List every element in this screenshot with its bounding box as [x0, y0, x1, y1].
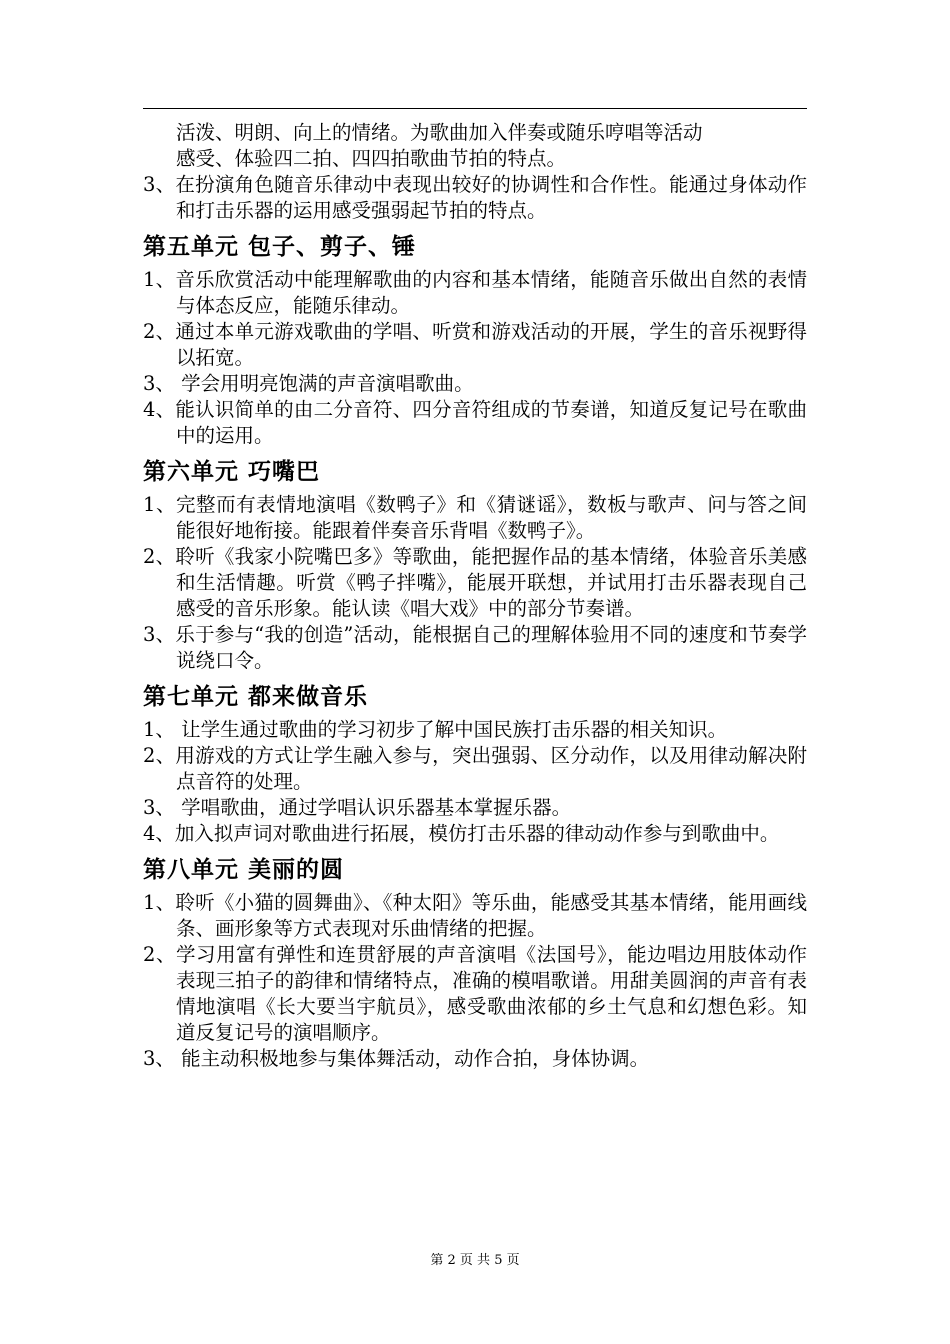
- page-footer: 第 2 页 共 5 页: [430, 1253, 520, 1268]
- list-item: 3、 学唱歌曲，通过学唱认识乐器基本掌握乐器。: [143, 796, 572, 819]
- continuation-line: 活泼、明朗、向上的情绪。为歌曲加入伴奏或随乐哼唱等活动: [176, 121, 703, 144]
- list-item: 3、 能主动积极地参与集体舞活动，动作合拍，身体协调。: [143, 1047, 650, 1070]
- list-item: 3、 学会用明亮饱满的声音演唱歌曲。: [143, 372, 474, 395]
- list-item: 4、能认识简单的由二分音符、四分音符组成的节奏谱，知道反复记号在歌曲中的运用。: [143, 398, 807, 447]
- list-item: 1、聆听《小猫的圆舞曲》、《种太阳》等乐曲，能感受其基本情绪，能用画线条、画形象等方式表现对乐曲情绪的把握。: [143, 891, 807, 940]
- list-item: 2、用游戏的方式让学生融入参与，突出强弱、区分动作，以及用律动解决附点音符的处理。: [143, 744, 807, 793]
- document-body: [143, 120, 807, 1072]
- list-item: 2、通过本单元游戏歌曲的学唱、听赏和游戏活动的开展，学生的音乐视野得以拓宽。: [143, 320, 807, 369]
- list-item: 2、聆听《我家小院嘴巴多》等歌曲，能把握作品的基本情绪，体验音乐美感和生活情趣。听赏《鸭子拌嘴》，能展开联想，并试用打击乐器表现自己感受的音乐形象。能认读《唱大戏》中的部分节奏谱。: [143, 545, 807, 620]
- unit-title: 第八单元 美丽的圆: [143, 857, 345, 883]
- header-rule: [143, 108, 807, 109]
- unit-title: 第七单元 都来做音乐: [143, 684, 369, 710]
- unit-title: 第六单元 巧嘴巴: [143, 459, 321, 485]
- continuation-line: 感受、体验四二拍、四四拍歌曲节拍的特点。: [176, 147, 567, 170]
- unit-title: 第五单元 包子、剪子、锤: [143, 234, 417, 260]
- list-item: 4、加入拟声词对歌曲进行拓展，模仿打击乐器的律动动作参与到歌曲中。: [143, 822, 780, 845]
- list-item: 3、在扮演角色随音乐律动中表现出较好的协调性和合作性。能通过身体动作和打击乐器的运用感受强弱起节拍的特点。: [143, 173, 807, 222]
- list-item: 3、乐于参与“我的创造”活动，能根据自己的理解体验用不同的速度和节奏学说绕口令。: [143, 623, 807, 672]
- list-item: 1、 让学生通过歌曲的学习初步了解中国民族打击乐器的相关知识。: [143, 718, 728, 741]
- list-item: 2、学习用富有弹性和连贯舒展的声音演唱《法国号》，能边唱边用肢体动作表现三拍子的韵律和情绪特点，准确的模唱歌谱。用甜美圆润的声音有表情地演唱《长大要当宇航员》，感受歌曲浓郁的乡土气息和幻想色彩。知道反复记号的演唱顺序。: [143, 943, 807, 1044]
- list-item: 1、音乐欣赏活动中能理解歌曲的内容和基本情绪，能随音乐做出自然的表情与体态反应，能随乐律动。: [143, 268, 807, 317]
- list-item: 1、完整而有表情地演唱《数鸭子》和《猜谜谣》，数板与歌声、问与答之间能很好地衔接。能跟着伴奏音乐背唱《数鸭子》。: [143, 493, 807, 542]
